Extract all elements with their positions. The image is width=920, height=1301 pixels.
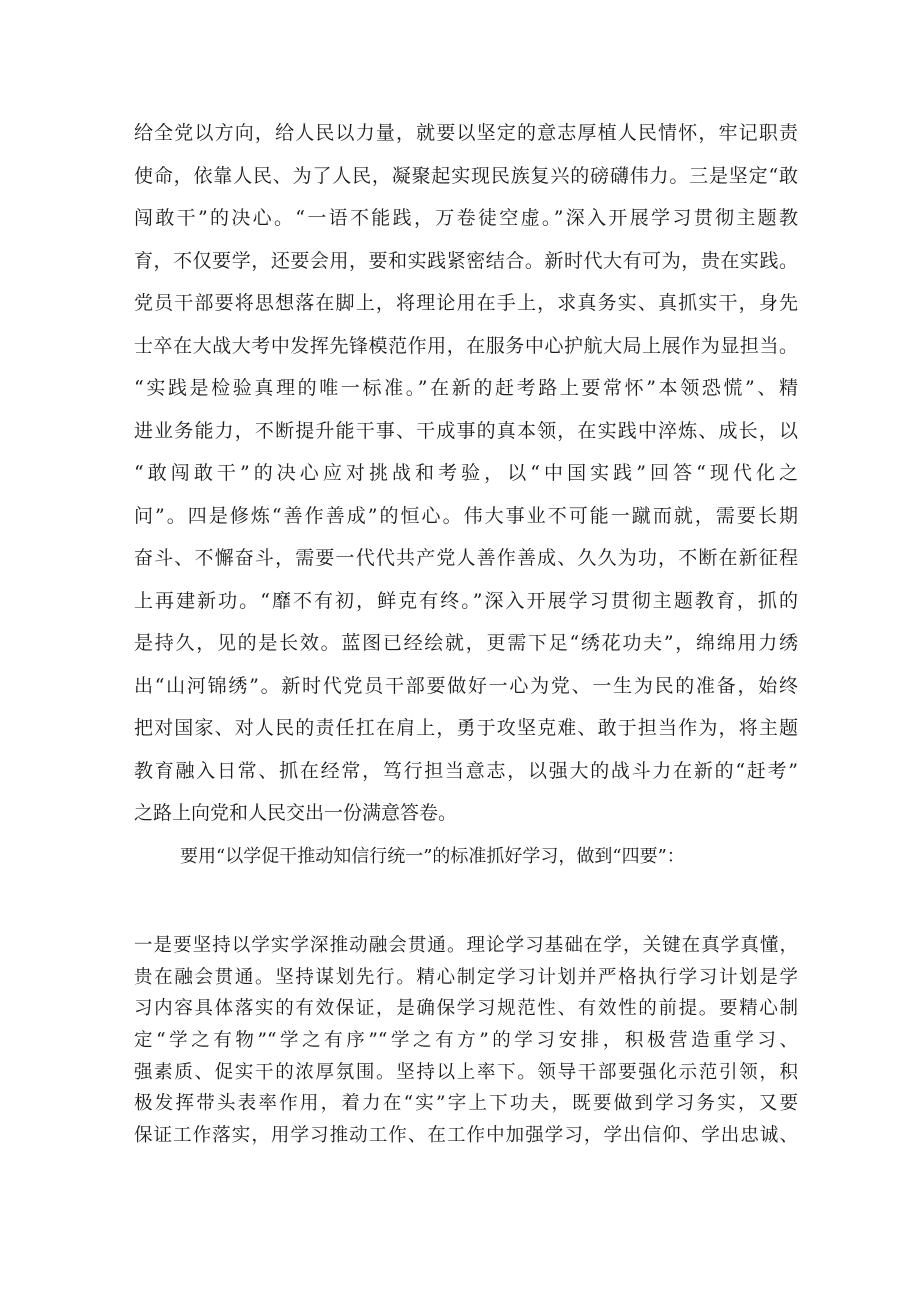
text-line: 极发挥带头表率作用，着力在“实”字上下功夫，既要做到学习务实，又要 [134, 1093, 798, 1115]
text-line: 之路上向党和人民交出一份满意答卷。 [134, 802, 458, 824]
text-line: 保证工作落实，用学习推动工作、在工作中加强学习，学出信仰、学出忠诚、 [134, 1125, 798, 1147]
text-line: 把对国家、对人民的责任扛在肩上，勇于攻坚克难、敢于担当作为，将主题 [134, 717, 798, 739]
text-line: 要用“以学促干推动知信行统一”的标准抓好学习，做到“四要”： [180, 846, 685, 867]
text-line: 贵在融会贯通。坚持谋划先行。精心制定学习计划并严格执行学习计划是学 [134, 966, 798, 988]
text-line: 育，不仅要学，还要会用，要和实践紧密结合。新时代大有可为，贵在实践。 [134, 249, 798, 272]
text-line: 奋斗、不懈奋斗，需要一代代共产党人善作善成、久久为功，不断在新征程 [134, 547, 798, 569]
text-line: 进业务能力，不断提升能干事、干成事的真本领，在实践中淬炼、成长，以 [134, 419, 798, 442]
text-line: 定“学之有物”“学之有序”“学之有方”的学习安排，积极营造重学习、 [134, 1030, 798, 1052]
text-line: 使命，依靠人民、为了人民，凝聚起实现民族复兴的磅礴伟力。三是坚定“敢 [134, 164, 798, 187]
text-line: 给全党以方向，给人民以力量，就要以坚定的意志厚植人民情怀，牢记职责 [134, 122, 798, 144]
text-line: 出“山河锦绣”。新时代党员干部要做好一心为党、一生为民的准备，始终 [134, 674, 798, 697]
text-line: 一是要坚持以学实学深推动融会贯通。理论学习基础在学，关键在真学真懂， [134, 935, 798, 956]
text-line: 教育融入日常、抓在经常，笃行担当意志，以强大的战斗力在新的“赶考” [134, 759, 798, 782]
text-line: 是持久，见的是长效。蓝图已经绘就，更需下足“绣花功夫”，绵绵用力绣 [134, 632, 798, 654]
text-line: 士卒在大战大考中发挥先锋模范作用，在服务中心护航大局上展作为显担当。 [134, 334, 798, 357]
intro-paragraph [180, 836, 800, 879]
body-paragraph [134, 930, 798, 1152]
text-line: “敢闯敢干”的决心应对挑战和考验，以“中国实践”回答“现代化之 [134, 462, 798, 484]
text-line: 问”。四是修炼“善作善成”的恒心。伟大事业不可能一蹴而就，需要长期 [134, 504, 798, 527]
text-line: 上再建新功。“靡不有初，鲜克有终。”深入开展学习贯彻主题教育，抓的 [134, 589, 798, 612]
text-line: 闯敢干”的决心。“一语不能践，万卷徒空虚。”深入开展学习贯彻主题教 [134, 207, 798, 229]
text-line: “实践是检验真理的唯一标准。”在新的赶考路上要常怀”本领恐慌”、精 [134, 377, 798, 399]
text-line: 强素质、促实干的浓厚氛围。坚持以上率下。领导干部要强化示范引领，积 [134, 1061, 798, 1083]
text-line: 习内容具体落实的有效保证，是确保学习规范性、有效性的前提。要精心制 [134, 998, 798, 1020]
text-line: 党员干部要将思想落在脚上，将理论用在手上，求真务实、真抓实干，身先 [134, 292, 798, 314]
body-paragraph [134, 112, 798, 835]
